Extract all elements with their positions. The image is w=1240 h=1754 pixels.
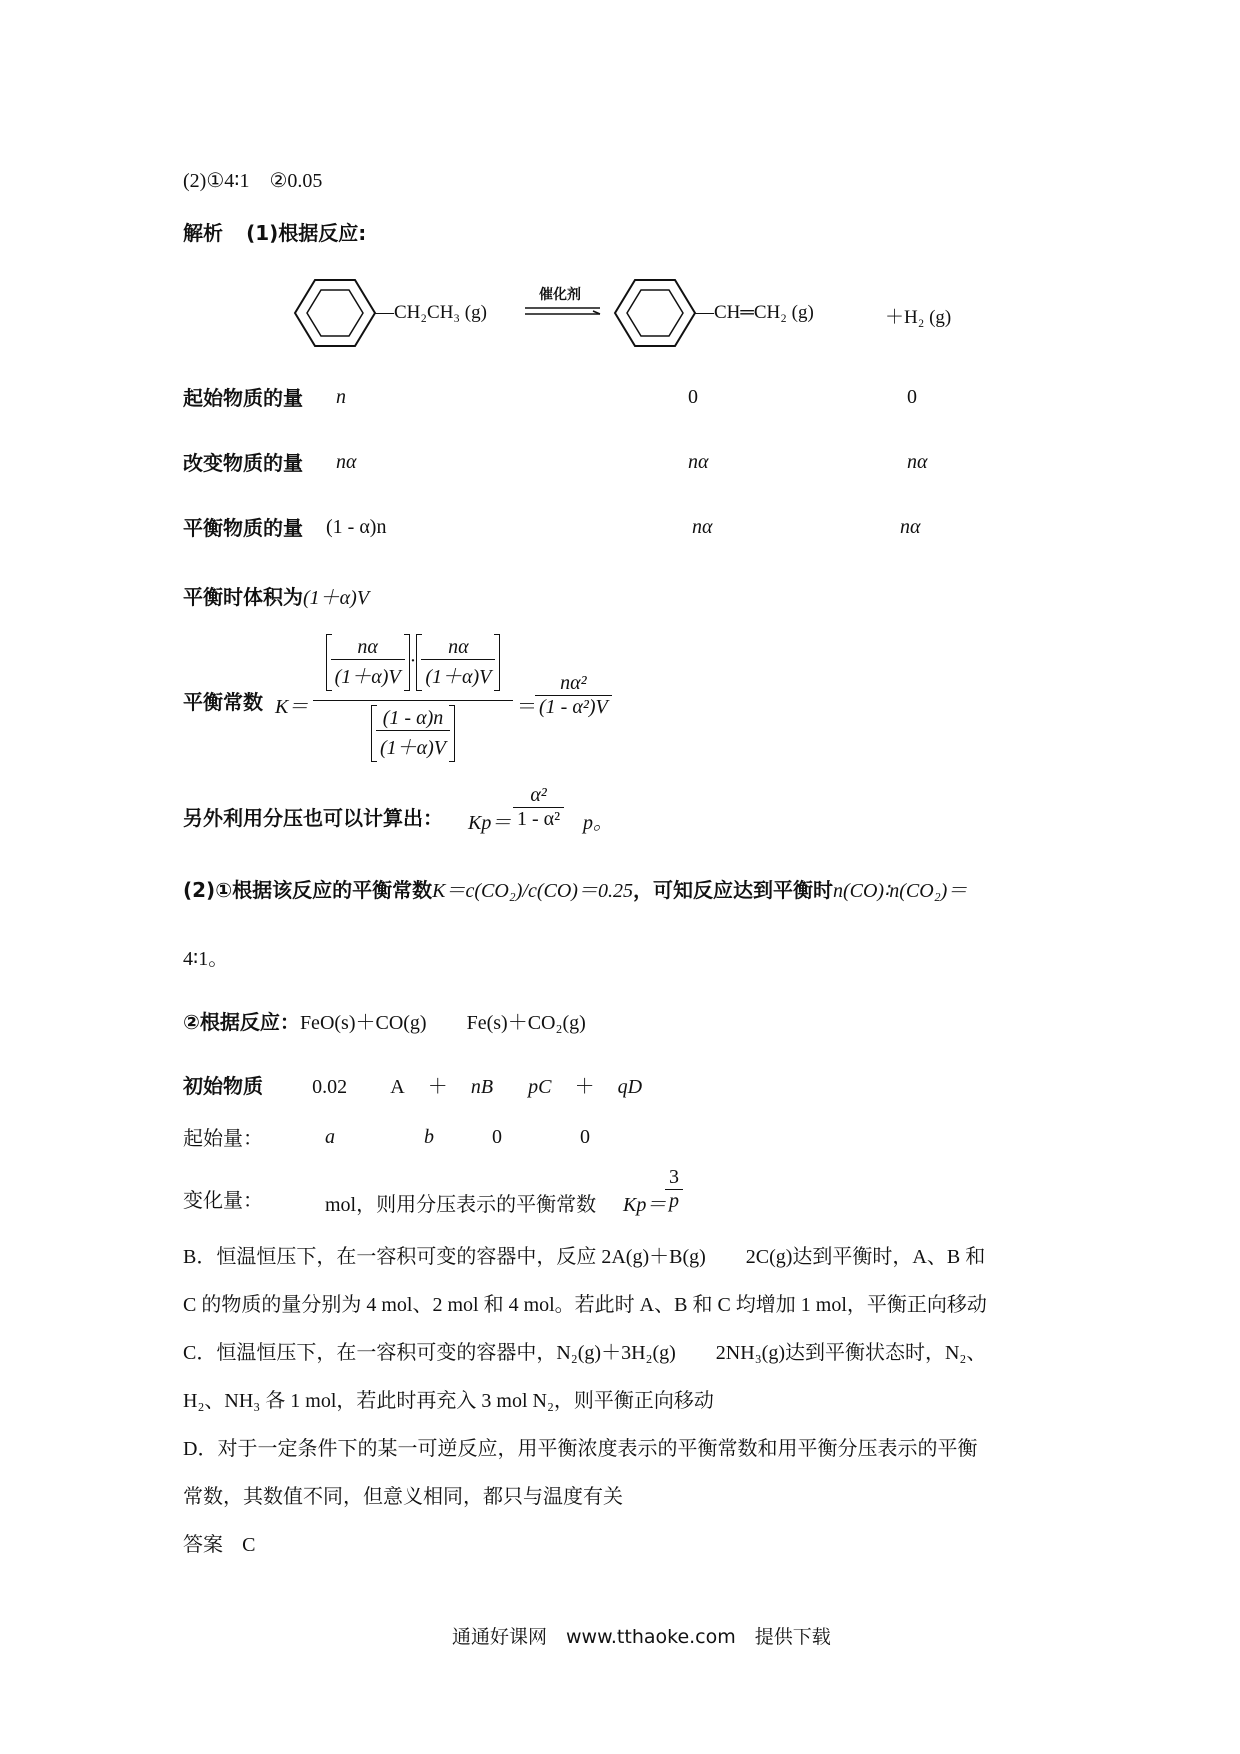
option-c-line1: C．恒温恒压下，在一容积可变的容器中，N₂(g)＋3H₂(g) 2NH₃(g)达到平衡状态时，N₂、	[183, 1342, 987, 1364]
num-frac-bottom: (1＋α)V	[334, 666, 401, 688]
analysis-text: (1)根据反应:	[246, 221, 367, 245]
den-frac-bottom: (1＋α)V	[379, 737, 447, 759]
start-zero2: 0	[580, 1126, 590, 1148]
answer-label: 答案	[183, 1534, 223, 1556]
option-b-line2: C 的物质的量分别为 4 mol、2 mol 和 4 mol。若此时 A、B 和 C 均增加 1 mol，平衡正向移动	[183, 1294, 987, 1316]
change-kp-num: 3	[665, 1166, 683, 1190]
analysis-heading	[183, 221, 366, 245]
answer-line-part2: (2)①4∶1 ②0.05	[183, 170, 323, 192]
start-a: a	[325, 1126, 335, 1148]
option-d-line1: D．对于一定条件下的某一可逆反应，用平衡浓度表示的平衡常数和用平衡分压表示的平衡	[183, 1438, 978, 1460]
change-kp-den: p	[669, 1190, 679, 1212]
row-equilibrium-label: 平衡物质的量	[183, 516, 303, 540]
vinyl-group: —CH═CH₂ (g)	[695, 302, 814, 323]
initial-row	[183, 1070, 642, 1099]
analysis-label: 解析	[183, 221, 223, 245]
start-label: 起始量：	[183, 1126, 263, 1150]
option-d-line2: 常数，其数值不同，但意义相同，都只与温度有关	[183, 1486, 623, 1508]
den-frac-top: (1 - α)n	[376, 707, 450, 731]
row-change-c1: nα	[336, 451, 357, 473]
change-kp: Kp＝	[623, 1194, 667, 1216]
row-change-c3: nα	[907, 451, 928, 473]
volume-expr: (1＋α)V	[303, 587, 370, 609]
answer-line	[183, 1528, 255, 1557]
num-frac2-bottom: (1＋α)V	[425, 666, 492, 688]
ethyl-group: —CH₂CH₃ (g)	[375, 302, 487, 323]
ethylbenzene-reaction	[275, 268, 995, 358]
K-result	[535, 672, 612, 719]
K-denominator	[313, 701, 513, 762]
option-c-line2: H₂、NH₃ 各 1 mol，若此时再充入 3 mol N₂，则平衡正向移动	[183, 1390, 714, 1412]
start-zero1: 0	[492, 1126, 502, 1148]
kp-symbol: Kp＝	[468, 812, 512, 834]
row-equilibrium-c3: nα	[900, 516, 921, 538]
change-label: 变化量：	[183, 1188, 263, 1212]
kp-num: α²	[513, 784, 564, 808]
num-frac-top: nα	[331, 636, 405, 660]
initial-plus2: ＋	[574, 1076, 595, 1098]
change-kp-fraction	[665, 1166, 683, 1213]
option-b-line1: B．恒温恒压下，在一容积可变的容器中，反应 2A(g)＋B(g) 2C(g)达到平衡时，A、B 和	[183, 1246, 986, 1268]
hydrogen-product: ＋H₂ (g)	[885, 307, 952, 328]
initial-plus1: ＋	[427, 1076, 448, 1098]
row-initial-c3: 0	[907, 386, 917, 408]
row-initial-c1: n	[336, 386, 346, 408]
kp-fraction	[513, 784, 564, 831]
kp-label: 另外利用分压也可以计算出：	[183, 806, 443, 830]
row-change-c2: nα	[688, 451, 709, 473]
part2-K-expr: K＝c(CO₂)/c(CO)＝0.25	[432, 880, 633, 902]
num-frac2-top: nα	[421, 636, 495, 660]
start-row	[183, 1126, 590, 1150]
K-numerator: $\frac{n\alpha}{(1+\alpha)V}$ · $\frac{n\alpha}{(1+\alpha)V}$	[313, 634, 513, 701]
K-result-num: nα²	[535, 672, 612, 696]
change-text: mol，则用分压表示的平衡常数	[325, 1194, 597, 1216]
part2-reaction	[183, 1006, 586, 1035]
initial-A: A	[390, 1076, 405, 1098]
initial-nB: nB	[470, 1076, 494, 1098]
part2-reaction-right: Fe(s)＋CO₂(g)	[466, 1012, 586, 1034]
row-equilibrium-c1: (1 - α)n	[326, 516, 387, 538]
part2-reaction-label: ②根据反应：	[183, 1010, 300, 1034]
volume-line	[183, 581, 369, 610]
part2-line1	[183, 874, 967, 903]
part2-ratio-expr: n(CO)∶n(CO₂)＝	[832, 880, 968, 902]
row-change-label: 改变物质的量	[183, 451, 303, 475]
row-initial-label: 起始物质的量	[183, 386, 303, 410]
K-main-fraction	[313, 634, 513, 762]
K-label: 平衡常数	[183, 690, 263, 714]
K-result-den: (1 - α²)V	[539, 696, 608, 718]
row-initial-c2: 0	[688, 386, 698, 408]
K-symbol: K＝	[275, 696, 309, 718]
part2-prefix: (2)①根据该反应的平衡常数	[183, 878, 433, 902]
answer-value: C	[242, 1534, 256, 1556]
part2-mid: ，可知反应达到平衡时	[632, 878, 833, 902]
initial-pC: pC	[528, 1076, 552, 1098]
part2-line2: 4∶1。	[183, 948, 229, 970]
initial-label: 初始物质	[183, 1074, 263, 1098]
kp-den: 1 - α²	[517, 808, 561, 830]
row-equilibrium-c2: nα	[692, 516, 713, 538]
start-b: b	[424, 1126, 434, 1148]
page-footer: 通通好课网 www.tthaoke.com 提供下载	[452, 1626, 831, 1648]
part2-reaction-left: FeO(s)＋CO(g)	[299, 1012, 427, 1034]
K-equals: ＝	[517, 696, 537, 718]
initial-value: 0.02	[312, 1076, 348, 1098]
volume-label: 平衡时体积为	[183, 585, 303, 609]
catalyst-label: 催化剂	[539, 287, 581, 303]
initial-qD: qD	[617, 1076, 643, 1098]
kp-tail: p。	[583, 812, 613, 834]
